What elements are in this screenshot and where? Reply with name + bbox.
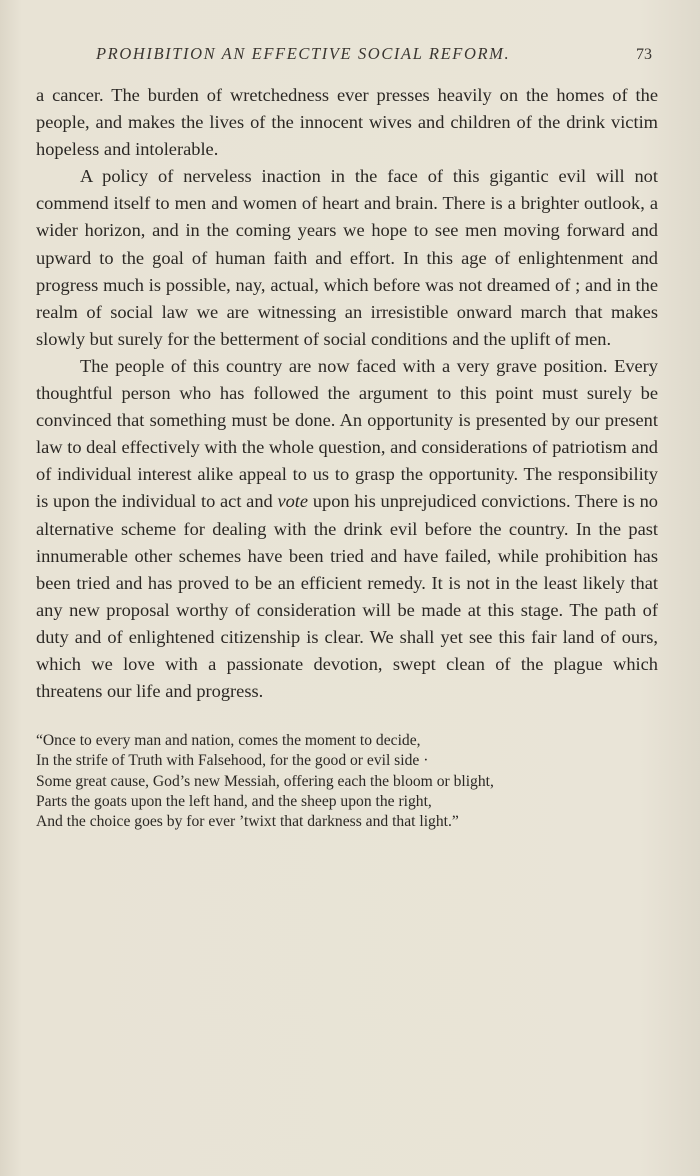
paragraph-3-emphasis-vote: vote [277,491,309,512]
paragraph-3-part-1: The people of this country are now faced with a very grave position. Every thoughtful person who has followed the argument to this point must surely be convinced that something must be done. An opportunity is presented by our present law to deal effectively with the whole question, and considerations of patriotism and of individual interest alike appeal to us to grasp the opportunity. The responsibility is upon the individual to act and [36,355,658,512]
paragraph-1: a cancer. The burden of wretchedness ever presses heavily on the homes of the people, and makes the lives of the innocent wives and children of the drink victim hopeless and intolerable. [36,85,658,160]
verse-line-3: Some great cause, God’s new Messiah, offering each the bloom or blight, [36,772,494,790]
paragraph-2: A policy of nerveless inaction in the face of this gigantic evil will not commend itself to men and women of heart and brain. There is a brighter outlook, a wider horizon, and in the coming years we hope to see men moving forward and upward to the goal of human faith and effort. In this age of enlightenment and progress much is possible, nay, actual, which before was not dreamed of ; and in the realm of social law we are witnessing an irresistible onward march that makes slowly but surely for the betterment of social conditions and the uplift of men. [36,166,658,349]
verse-line-2: In the strife of Truth with Falsehood, for the good or evil side · [36,752,429,770]
verse-line-1: “Once to every man and nation, comes the moment to decide, [36,732,421,750]
paragraph-3 [36,353,658,705]
verse-line-5: And the choice goes by for ever ’twixt that darkness and that light.” [36,812,459,830]
running-head [96,44,658,64]
verse-line-4: Parts the goats upon the left hand, and the sheep upon the right, [36,792,432,810]
page-number: 73 [636,46,652,63]
running-head-title: PROHIBITION AN EFFECTIVE SOCIAL REFORM. [96,44,511,63]
verse-quotation [36,731,658,832]
paragraph-3-part-2: upon his unprejudiced convictions. There is no alternative scheme for dealing with the drink evil before the country. In the past innumerable other schemes have been tried and have failed, while prohibition has been tried and has proved to be an efficient remedy. It is not in the least likely that any new proposal worthy of consideration will be made at this stage. The path of duty and of enlightened citizenship is clear. We shall yet see this fair land of ours, which we love with a passionate devotion, swept clean of the plague which threatens our life and progress. [36,491,658,702]
body-text [36,82,658,705]
